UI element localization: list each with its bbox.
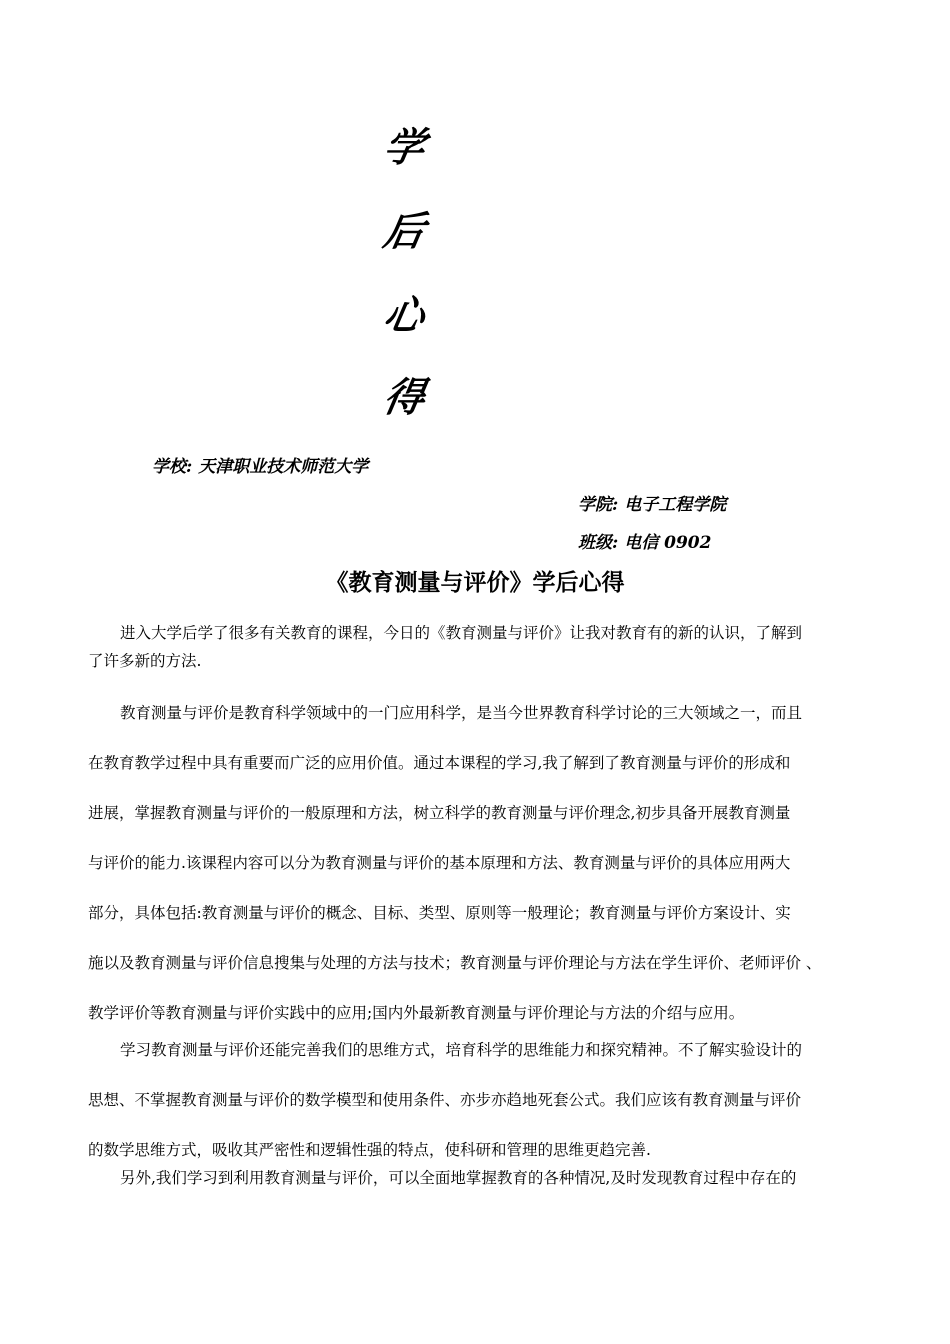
cover-title-char: 心 xyxy=(379,292,429,339)
cover-title-char: 后 xyxy=(379,208,429,255)
paragraph: 进入大学后学了很多有关教育的课程，今日的《教育测量与评价》让我对教育有的新的认识，了解到 了许多新的方法. xyxy=(88,624,803,670)
paragraph: 学习教育测量与评价还能完善我们的思维方式，培育科学的思维能力和探究精神。不了解实验设计的 思想、不掌握教育测量与评价的数学模型和使用条件、亦步亦趋地死套公式。我们应该有教育测量与评价 的数学思维方式，吸收其严密性和逻辑性强的特点，使科研和管理的思维更趋完善. xyxy=(88,1041,803,1159)
paragraph: 另外,我们学习到利用教育测量与评价，可以全面地掌握教育的各种情况,及时发现教育过程中存在的 xyxy=(120,1169,797,1187)
paragraph: 教育测量与评价是教育科学领域中的一门应用科学，是当今世界教育科学讨论的三大领域之一，而且 在教育教学过程中具有重要而广泛的应用价值。通过本课程的学习,我了解到了教育测量与评价的形成和 进展，掌握教育测量与评价的一般原理和方法，树立科学的教育测量与评价理念,初步具备开展教育测量 与评价的能力.该课程内容可以分为教育测量与评价的基本原理和方法、教育测量与评价的具体应用两大 部分，具体包括:教育测量与评价的概念、目标、类型、原则等一般理论；教育测量与评价方案设计、实 施以及教育测量与评价信息搜集与处理的方法与技术；教育测量与评价理论与方法在学生评价、老师评价 、 教学评价等教育测量与评价实践中的应用;国内外最新教育测量与评价理论与方法的介绍与应用。 xyxy=(88,704,822,1022)
cover-title-char: 学 xyxy=(379,124,429,171)
college-line: 学院: 电子工程学院 xyxy=(578,495,727,515)
cover-title-char: 得 xyxy=(379,374,429,421)
class-line: 班级: 电信 0902 xyxy=(578,533,712,553)
document-title: 《教育测量与评价》学后心得 xyxy=(325,570,625,596)
school-line: 学校: 天津职业技术师范大学 xyxy=(152,457,369,477)
